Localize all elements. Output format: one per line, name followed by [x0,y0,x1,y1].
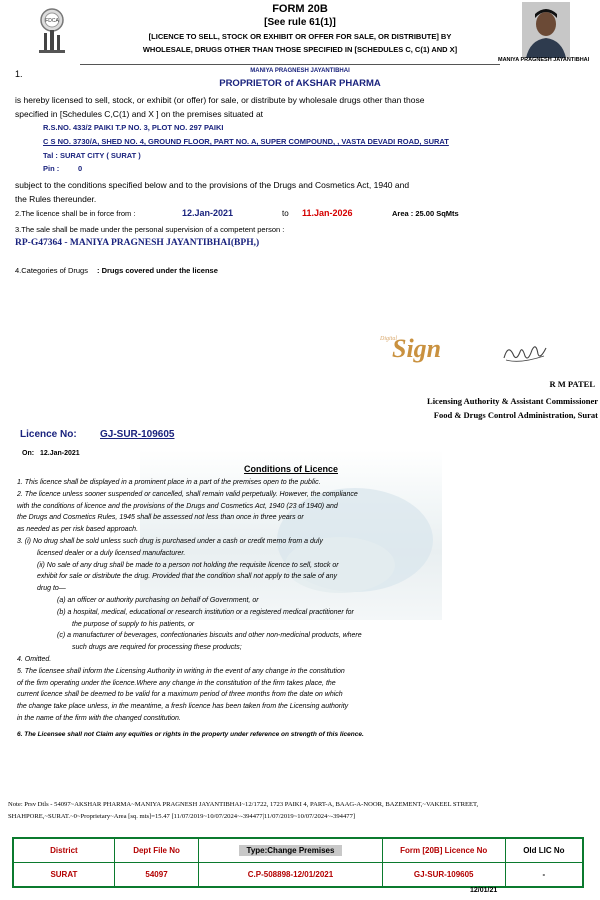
proprietor-line: PROPRIETOR of AKSHAR PHARMA [219,78,381,89]
conditions-list [17,477,437,725]
competent-person: RP-G47364 - MANIYA PRAGNESH JAYANTIBHAI(BPH,) [15,238,260,248]
header-underline [80,64,500,65]
table-header-cell: District [13,838,114,863]
signatory-department: Food & Drugs Control Administration, Surat [433,410,598,420]
handwritten-signature [500,336,550,370]
condition-line: drug to— [37,585,66,593]
holder-name: MANIYA PRAGNESH JAYANTIBHAI [250,68,350,74]
table-row [13,863,583,888]
rule-reference: [See rule 61(1)] [264,17,336,28]
condition-line: (b) a hospital, medical, educational or research institution or a registered medical practitioner for [57,608,354,616]
condition-line: of the firm operating under the licence.Where any change in the constitution of the firm takes place, the [17,679,336,687]
from-date: 12.Jan-2021 [182,208,234,218]
area: Area : 25.00 SqMts [392,209,459,218]
condition-line: such drugs are required for processing these products; [72,644,242,652]
taluka: Tal : SURAT CITY ( SURAT ) [43,151,141,160]
signatory-designation: Licensing Authority & Assistant Commissioner [427,396,598,406]
to-word: to [282,209,289,218]
licence-summary-table [12,837,584,888]
footer-date: 12/01/21 [470,887,498,894]
condition-line: 5. The licensee shall inform the Licensing Authority in writing in the event of any change in the constitution [17,667,345,675]
subject-line2: the Rules thereunder. [15,194,97,204]
condition-line: exhibit for sale or distribute the drug. Provided that the condition shall not apply to the sale of any [37,573,338,581]
table-header-cell [199,838,383,863]
table-header-cell: Old LIC No [505,838,583,863]
on-date: 12.Jan-2021 [40,450,80,457]
form-subtitle-line2: WHOLESALE, DRUGS OTHER THAN THOSE SPECIFIED IN [SCHEDULES C, C(1) AND X] [142,45,458,54]
form-subtitle-line1: [LICENCE TO SELL, STOCK OR EXHIBIT OR OFFER FOR SALE, OR DISTRIBUTE] BY [148,32,452,41]
type-change-premises: Type:Change Premises [239,845,343,856]
table-cell: C.P-508898-12/01/2021 [199,863,383,888]
table-cell: GJ-SUR-109605 [382,863,505,888]
conditions-title: Conditions of Licence [243,464,338,474]
condition-line: 3. (i) No drug shall be sold unless such drug is purchased under a cash or credit memo from a duly [17,537,323,545]
pin-value: 0 [78,164,83,173]
condition-line: (ii) No sale of any drug shall be made to a person not holding the requisite licence to sell, stock or [37,561,339,569]
on-label: On: [22,450,35,457]
table-header-cell: Dept File No [114,838,198,863]
licensed-line1: is hereby licensed to sell, stock, or exhibit (or offer) for sale, or distribute by wholesale drugs other than those [15,95,425,105]
subject-line1: subject to the conditions specified below and to the provisions of the Drugs and Cosmetics Act, 1940 and [15,180,410,190]
sale-label: 3.The sale shall be made under the personal supervision of a competent person : [15,225,285,234]
condition-line: 2. The licence unless sooner suspended or cancelled, shall remain valid perpetually. However, the compliance [17,490,358,498]
holder-photo [522,2,570,58]
condition-line: in the name of the firm with the changed constitution. [17,714,181,722]
signatory-name: R M PATEL [549,379,595,389]
to-date: 11.Jan-2026 [302,208,353,218]
condition-line: as needed as per risk based approach. [17,526,139,534]
item-number: 1. [15,69,23,79]
table-cell: 54097 [114,863,198,888]
logo-text: FDCA [45,18,59,24]
condition-line: 4. Omitted. [17,655,52,663]
condition-line: (c) a manufacturer of beverages, confectionaries biscuits and other non-medicinal products, where [57,632,362,640]
condition-line: 1. This licence shall be displayed in a prominent place in a part of the premises open to the public. [17,479,321,486]
note-line1: Note: Prsv Dtls - 54097~AKSHAR PHARMA~MANIYA PRAGNESH JAYANTIBHAI~12/1722, 1723 PAIKI 4, PART-A, BAAG-A-NOOR, BAZEMENT,~VAKEEL STREET, [8,801,479,808]
form-title: FORM 20B [272,3,328,15]
condition-line: the Drugs and Cosmetics Rules, 1945 shall be assessed not less than once in three years or [17,514,304,522]
condition-line: current licence shall be deemed to be valid for a maximum period of three months from the date on which [17,691,343,699]
table-cell: - [505,863,583,888]
address-line1: R.S.NO. 433/2 PAIKI T.P NO. 3, PLOT NO. 297 PAIKI [43,123,224,132]
condition-six: 6. The Licensee shall not Claim any equities or rights in the property under reference on strength of this licence. [17,731,364,738]
table-cell: SURAT [13,863,114,888]
sign-stamp [378,330,458,370]
licensed-line2: specified in [Schedules C,C(1) and X ] on the premises situated at [15,109,264,119]
condition-line: with the conditions of licence and the provisions of the Drugs and Cosmetics Act, 1940 (23 of 1940) and [17,502,338,510]
sign-small-text: Digital [380,336,398,342]
licence-label: Licence No: [20,429,77,440]
categories-label: 4.Categories of Drugs [15,266,88,275]
pin-label: Pin : [43,164,60,173]
condition-line: licensed dealer or a duly licensed manufacturer. [37,549,186,557]
condition-line: the purpose of supply to his patients, or [72,620,195,628]
condition-line: (a) an officer or authority purchasing on behalf of Government, or [57,596,259,604]
table-header-row [13,838,583,863]
categories-value: : Drugs covered under the license [97,266,218,275]
licence-number: GJ-SUR-109605 [100,429,175,440]
sign-stamp-text: Sign [392,334,442,363]
note-line2: SHAHPORE,~SURAT.~0~Proprietary~Area [sq. mts]=15.47 [11/07/2019~10/07/2024~-394477|11/07/2019~10/07/2024~-394477] [8,813,356,820]
photo-caption: MANIYA PRAGNESH JAYANTIBHAI [498,57,590,63]
address-line2: C S NO. 3730/A, SHED NO. 4, GROUND FLOOR, PART NO. A, SUPER COMPOUND, , VASTA DEVADI ROAD, SURAT [43,137,449,146]
condition-line: the change take place unless, in the meantime, a fresh licence has been taken from the Licensing authority [17,703,349,711]
table-header-cell: Form [20B] Licence No [382,838,505,863]
force-label: 2.The licence shall be in force from : [15,209,136,218]
